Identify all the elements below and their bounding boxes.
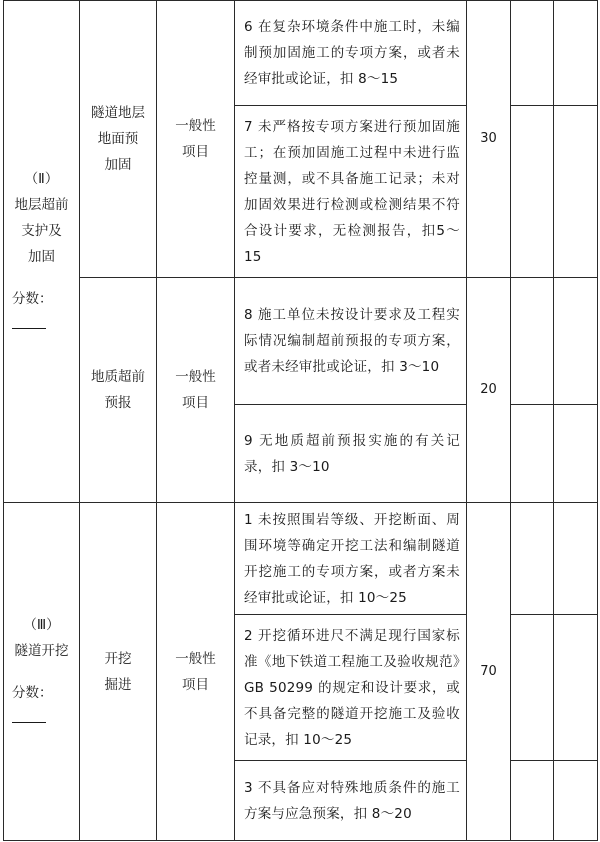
group-type-line: 项目: [182, 676, 209, 693]
group-name-line: 加固: [104, 157, 132, 173]
group-excavation-type: [157, 503, 235, 841]
section-2-score-blank[interactable]: [12, 314, 46, 329]
group-type-line: 项目: [182, 144, 209, 160]
group-excavation-score: 70: [467, 503, 511, 841]
group-geology-forecast-name: [80, 278, 157, 503]
actual-score-cell[interactable]: [554, 278, 598, 405]
deduction-cell[interactable]: [511, 106, 554, 278]
section-2-title-line-3: 支护及: [21, 222, 62, 239]
deduction-cell[interactable]: [511, 503, 554, 615]
group-type-line: 一般性: [175, 650, 216, 667]
section-3-score-blank[interactable]: [12, 708, 46, 723]
group-type-line: 项目: [182, 395, 209, 411]
section-3-title-cell: [4, 503, 80, 841]
section-3-score-field[interactable]: [4, 680, 79, 732]
deduction-cell[interactable]: [511, 405, 554, 503]
check-item-1: 1 未按照围岩等级、开挖断面、周围环境等确定开挖工法和编制隧道开挖施工的专项方案，或者方案未经审批或论证，扣 10～25: [235, 503, 467, 615]
deduction-cell[interactable]: [511, 615, 554, 761]
group-excavation-name: [80, 503, 157, 841]
group-tunnel-reinforcement-score: 30: [467, 1, 511, 278]
deduction-cell[interactable]: [511, 1, 554, 106]
deduction-cell[interactable]: [511, 278, 554, 405]
actual-score-cell[interactable]: [554, 615, 598, 761]
check-item-2: 2 开挖循环进尺不满足现行国家标准《地下铁道工程施工及验收规范》GB 50299 的规定和设计要求，或不具备完整的隧道开挖施工及验收记录，扣 10～25: [235, 615, 467, 761]
section-2-score-label: 分数：: [12, 290, 53, 307]
group-tunnel-reinforcement-type: [157, 1, 235, 278]
group-name-line: 地质超前: [91, 369, 145, 385]
check-item-8: 8 施工单位未按设计要求及工程实际情况编制超前预报的专项方案，或者未经审批或论证，扣 3～10: [235, 278, 467, 405]
actual-score-cell[interactable]: [554, 761, 598, 841]
group-type-line: 一般性: [175, 369, 216, 385]
group-geology-forecast-score: 20: [467, 278, 511, 503]
group-name-line: 掘进: [104, 676, 132, 693]
section-3-title-line-1: （Ⅲ）: [23, 616, 60, 633]
group-name-line: 隧道地层: [91, 105, 145, 121]
section-3-score-label: 分数：: [12, 684, 53, 701]
group-name-line: 开挖: [104, 650, 132, 667]
group-type-line: 一般性: [175, 118, 216, 134]
actual-score-cell[interactable]: [554, 106, 598, 278]
section-2-score-field[interactable]: [4, 286, 79, 338]
check-item-3: 3 不具备应对特殊地质条件的施工方案与应急预案，扣 8～20: [235, 761, 467, 841]
deduction-cell[interactable]: [511, 761, 554, 841]
actual-score-cell[interactable]: [554, 503, 598, 615]
group-name-line: 预报: [104, 395, 132, 411]
inspection-table: [3, 0, 598, 841]
actual-score-cell[interactable]: [554, 1, 598, 106]
section-2-title-line-1: （Ⅱ）: [24, 170, 59, 187]
check-item-6: 6 在复杂环境条件中施工时，未编制预加固施工的专项方案，或者未经审批或论证，扣 8～15: [235, 1, 467, 106]
section-3-title-line-2: 隧道开挖: [14, 642, 69, 659]
section-2-title-line-2: 地层超前: [14, 196, 69, 213]
section-2-title-line-4: 加固: [28, 248, 55, 265]
group-geology-forecast-type: [157, 278, 235, 503]
group-tunnel-reinforcement-name: [80, 1, 157, 278]
group-name-line: 地面预: [97, 131, 139, 147]
section-2-title-cell: [4, 1, 80, 503]
check-item-7: 7 未严格按专项方案进行预加固施工；在预加固施工过程中未进行监控量测，或不具备施工记录；未对加固效果进行检测或检测结果不符合设计要求，无检测报告，扣5～15: [235, 106, 467, 278]
actual-score-cell[interactable]: [554, 405, 598, 503]
check-item-9: 9 无地质超前预报实施的有关记录，扣 3～10: [235, 405, 467, 503]
